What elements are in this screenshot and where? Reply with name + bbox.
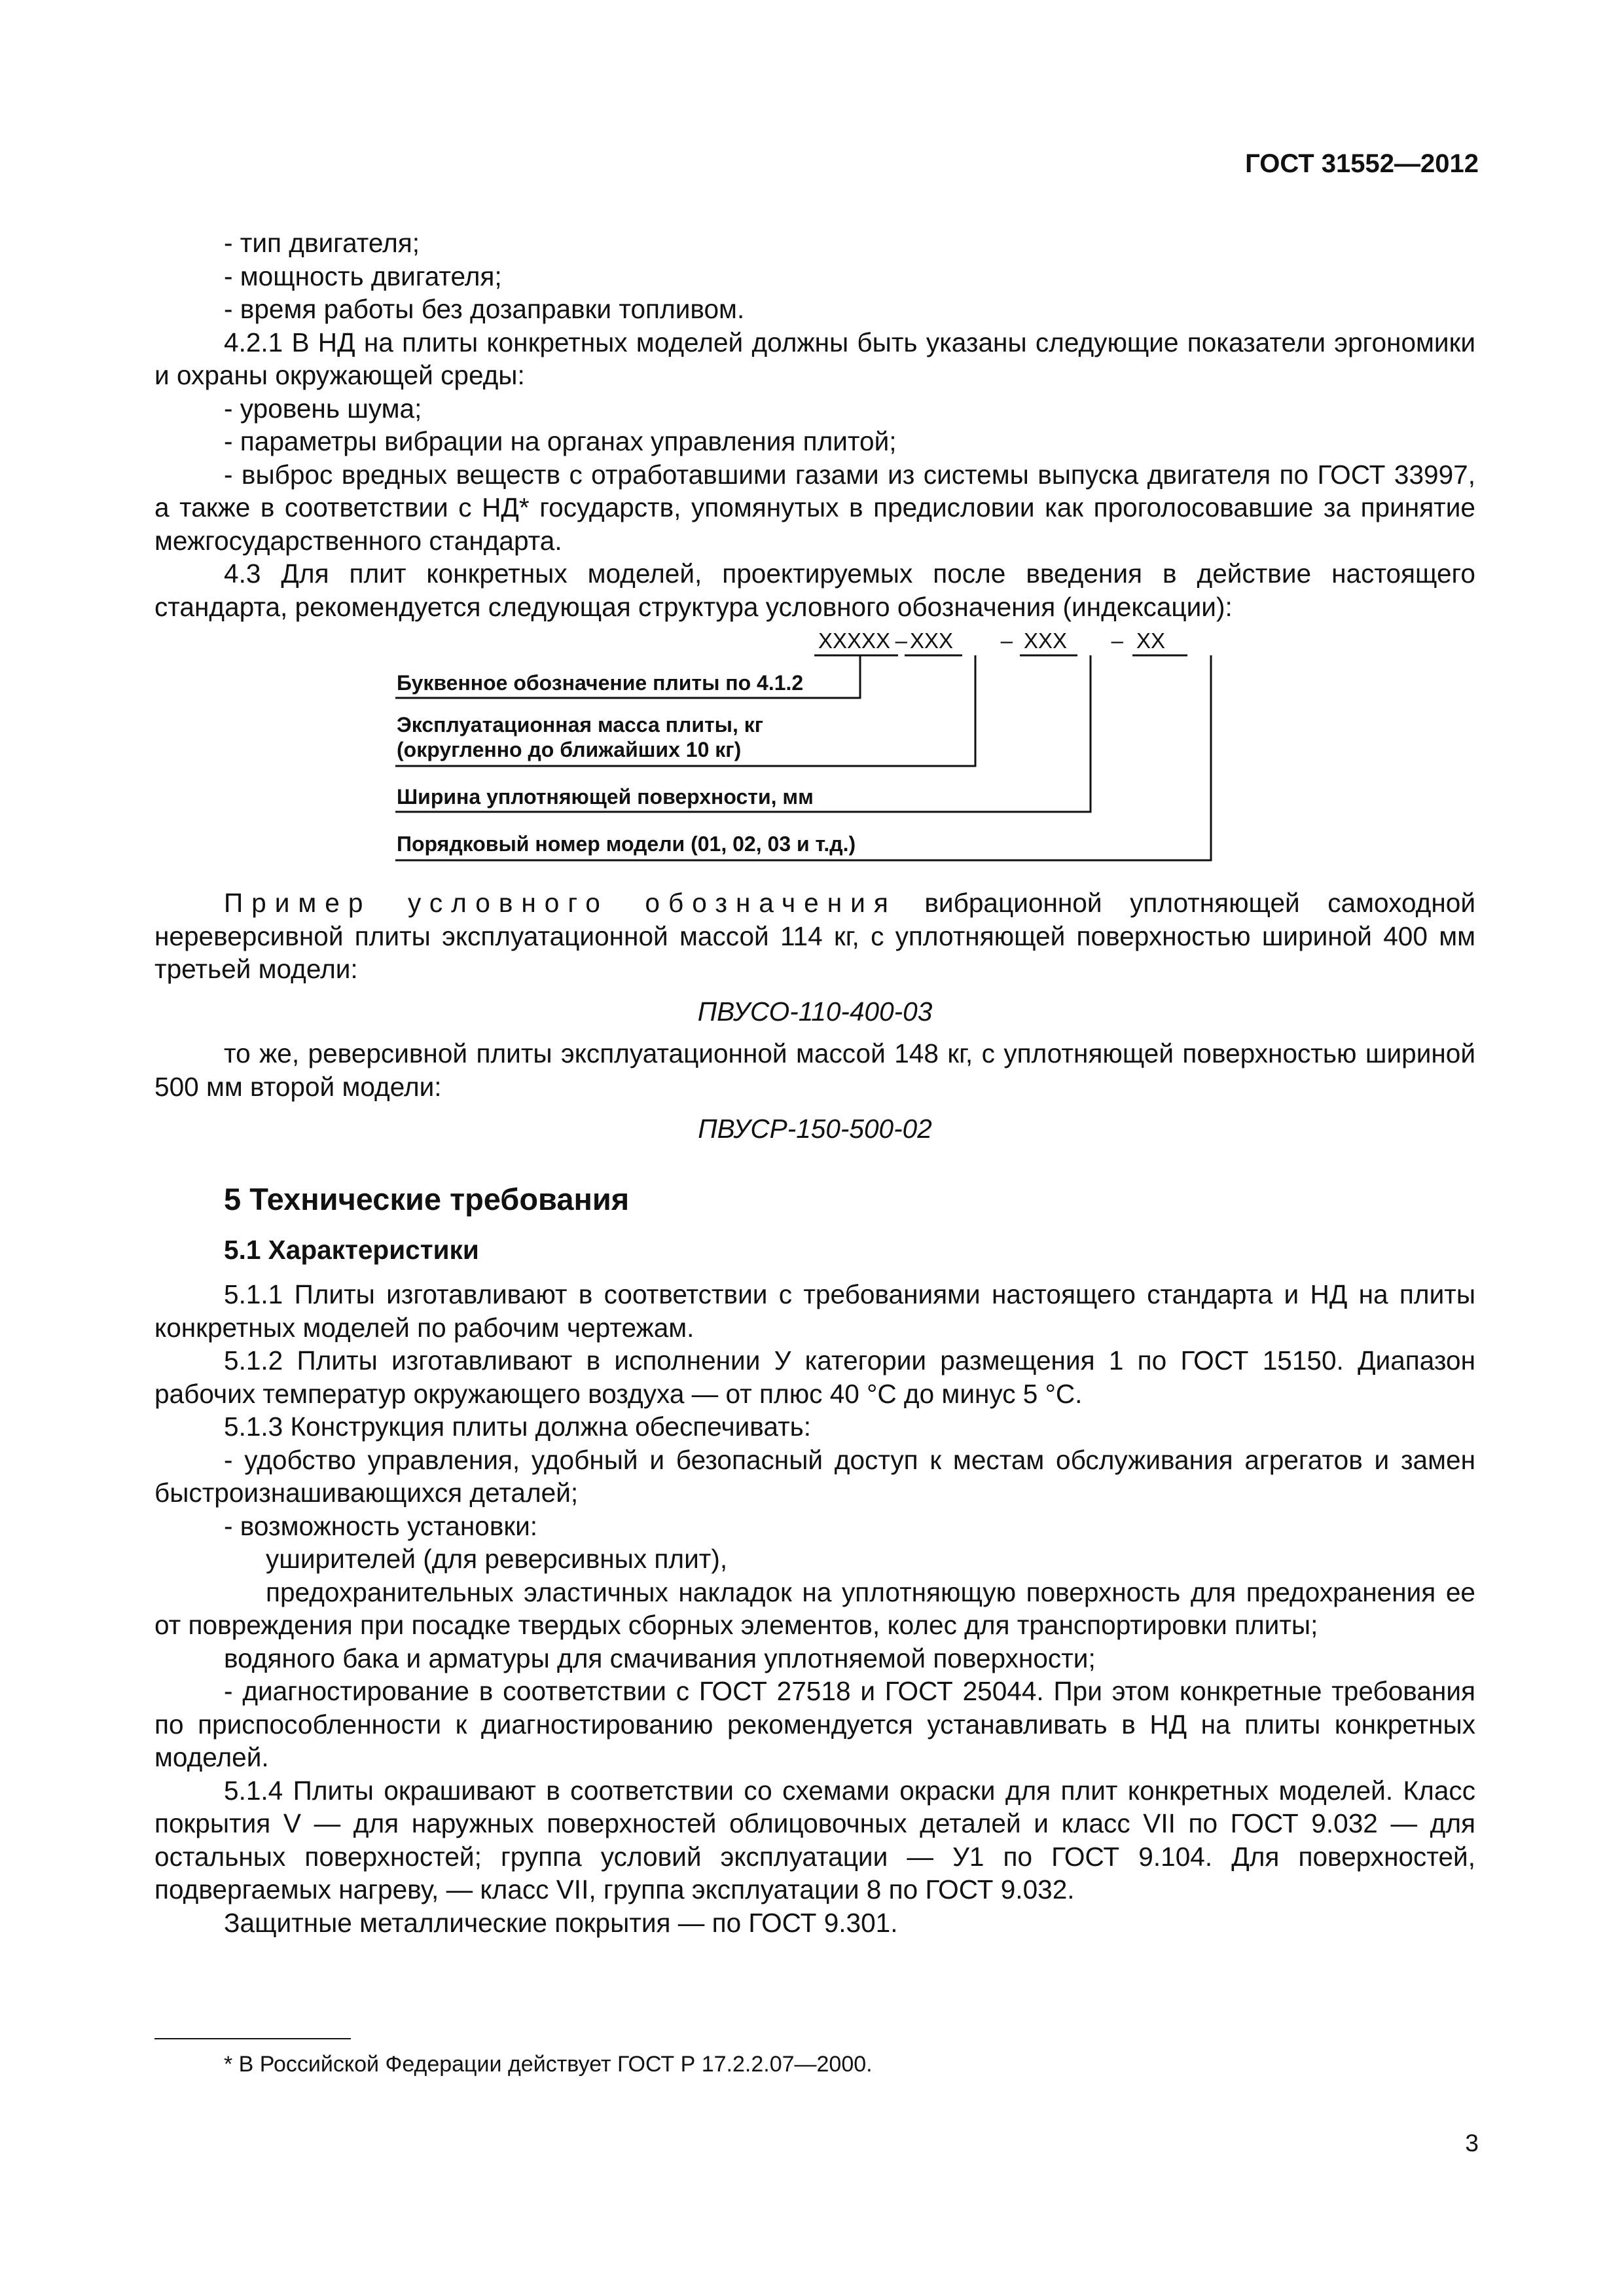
example-lead: Пример условного обозначения: [224, 888, 897, 918]
code-segment-2: XXX: [910, 629, 954, 653]
code-dash: –: [1111, 629, 1123, 653]
sub-list-item: уширителей (для реверсивных плит),: [266, 1544, 728, 1574]
code-segment-3: XXX: [1024, 629, 1068, 653]
footnote: * В Российской Федерации действует ГОСТ Р 17.2.2.07—2000.: [224, 2052, 873, 2077]
paragraph-5-1-3: 5.1.3 Конструкция плиты должна обеспечивать:: [224, 1412, 812, 1442]
diagram-label-mass-note: (округленно до ближайших 10 кг): [397, 738, 742, 761]
example-code-2: ПВУСР-150-500-02: [698, 1114, 932, 1144]
list-item: - возможность установки:: [224, 1510, 538, 1541]
page-body: [154, 227, 1475, 1939]
diagram-label-letter: Буквенное обозначение плиты по 4.1.2: [397, 671, 804, 695]
list-item: - параметры вибрации на органах управления плитой;: [224, 426, 897, 456]
code-segment-1: XXXXX: [818, 629, 891, 653]
list-item: - мощность двигателя;: [224, 261, 502, 291]
paragraph-4-3: 4.3 Для плит конкретных моделей, проектируемых после введения в действие настоящего стандарта, рекомендуется следующая структура условного обозначения (индексации):: [154, 558, 1475, 622]
designation-structure-diagram: [154, 623, 1475, 886]
list-item: - диагностирование в соответствии с ГОСТ 27518 и ГОСТ 25044. При этом конкретные требования по приспособленности к диагностированию рекомендуется устанавливать в НД на плиты конкретных моделей.: [154, 1676, 1475, 1772]
list-item: - уровень шума;: [224, 393, 422, 424]
code-dash: –: [895, 629, 907, 653]
example-text: вибрационной уплотняющей самоходной нереверсивной плиты эксплуатационной массой 114 кг, с уплотняющей поверхностью шириной 400 мм третьей модели:: [154, 888, 1475, 984]
code-dash: –: [1000, 629, 1013, 653]
paragraph-4-2-1: 4.2.1 В НД на плиты конкретных моделей должны быть указаны следующие показатели эргономики и охраны окружающей среды:: [154, 327, 1475, 390]
diagram-label-width: Ширина уплотняющей поверхности, мм: [397, 785, 814, 809]
example-second: то же, реверсивной плиты эксплуатационной массой 148 кг, с уплотняющей поверхностью шириной 500 мм второй модели:: [154, 1038, 1475, 1102]
diagram-label-mass: Эксплуатационная масса плиты, кг: [397, 713, 764, 737]
example-code-1: ПВУСО-110-400-03: [697, 996, 933, 1027]
list-item: - выброс вредных веществ с отработавшими газами из системы выпуска двигателя по ГОСТ 33997, а также в соответствии с НД* государств, упомянутых в предисловии как проголосовавшие за принятие межгосударственного стандарта.: [154, 459, 1475, 556]
example-paragraph: [154, 886, 1475, 986]
page-number: 3: [1465, 2130, 1479, 2157]
document-number: ГОСТ 31552—2012: [1245, 149, 1479, 178]
section-title: 5 Технические требования: [224, 1181, 630, 1216]
diagram-label-model: Порядковый номер модели (01, 02, 03 и т.д.): [397, 832, 856, 856]
paragraph-5-1-2: 5.1.2 Плиты изготавливают в исполнении У категории размещения 1 по ГОСТ 15150. Диапазон рабочих температур окружающего воздуха — от плюс 40 °С до минус 5 °С.: [154, 1345, 1475, 1409]
sub-list-item: предохранительных эластичных накладок на уплотняющую поверхность для предохранения ее от повреждения при посадке твердых сборных элементов, колес для транспортировки плиты;: [154, 1576, 1475, 1640]
footnote-divider: [154, 2038, 351, 2039]
code-segment-4: XX: [1136, 629, 1166, 653]
list-item: - тип двигателя;: [224, 228, 420, 258]
paragraph-5-1-4: 5.1.4 Плиты окрашивают в соответствии со схемами окраски для плит конкретных моделей. Класс покрытия V — для наружных поверхностей облицовочных деталей и класс VII по ГОСТ 9.032 — для остальных поверхностей; группа условий эксплуатации — У1 по ГОСТ 9.104. Для поверхностей, подвергаемых нагреву, — класс VII, группа эксплуатации 8 по ГОСТ 9.032.: [154, 1775, 1475, 1904]
list-item: - удобство управления, удобный и безопасный доступ к местам обслуживания агрегатов и замен быстроизнашивающихся деталей;: [154, 1444, 1475, 1508]
paragraph-coatings: Защитные металлические покрытия — по ГОСТ 9.301.: [224, 1907, 898, 1938]
designation-diagram-svg: [154, 623, 1475, 886]
sub-list-item: водяного бака и арматуры для смачивания уплотняемой поверхности;: [224, 1643, 1096, 1673]
subsection-title: 5.1 Характеристики: [224, 1234, 479, 1265]
list-item: - время работы без дозаправки топливом.: [224, 294, 745, 324]
paragraph-5-1-1: 5.1.1 Плиты изготавливают в соответствии с требованиями настоящего стандарта и НД на плиты конкретных моделей по рабочим чертежам.: [154, 1279, 1475, 1343]
